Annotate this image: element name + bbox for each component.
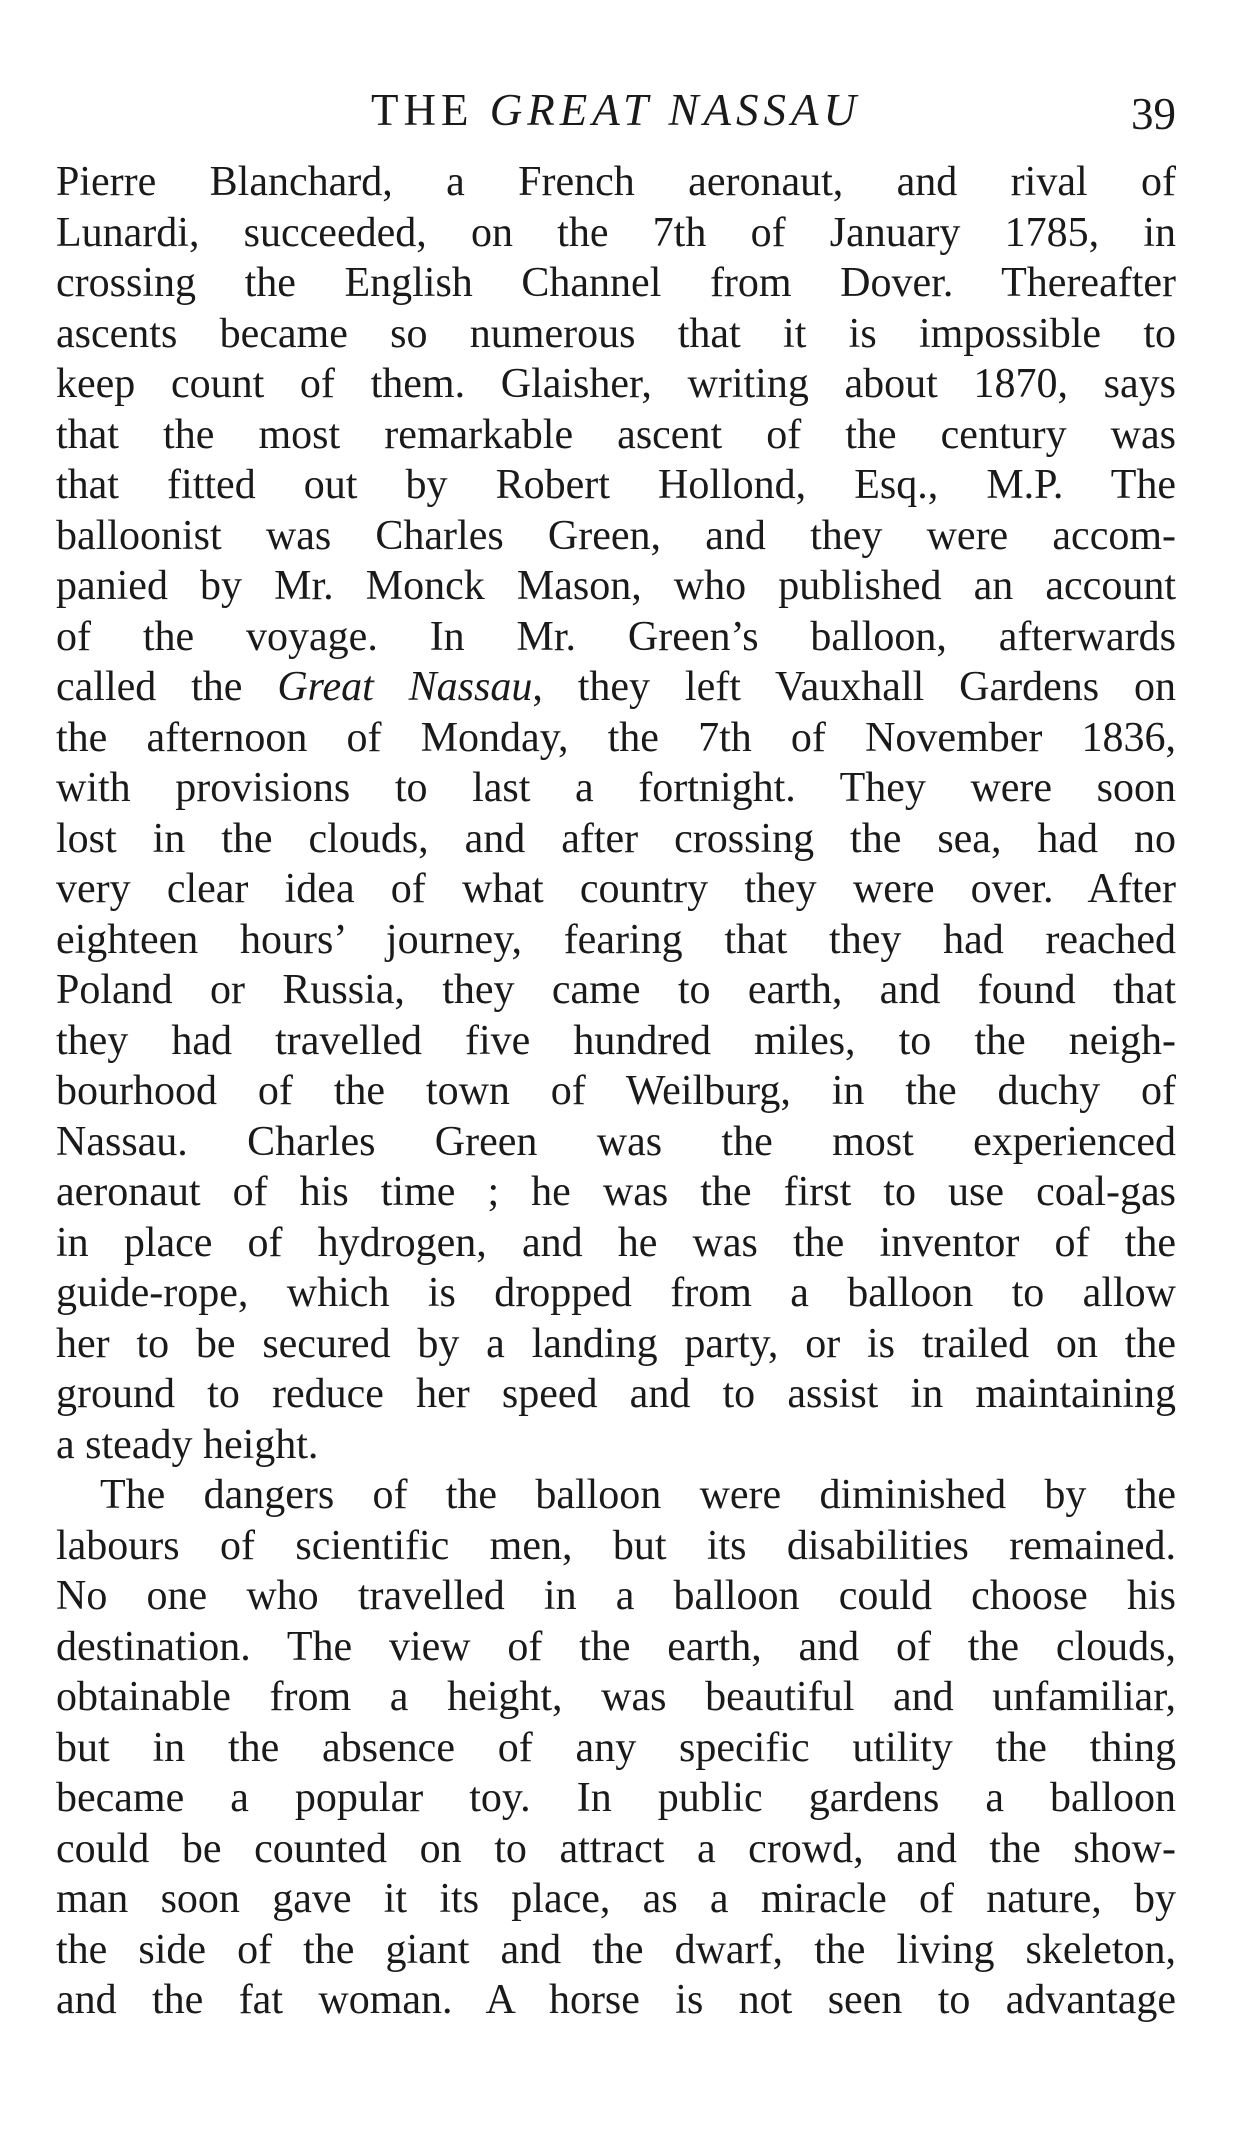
page-body [56, 157, 1176, 2026]
paragraph-1 [56, 157, 1176, 1470]
text-segment: , they left Vauxhall Gardens on [532, 664, 1176, 710]
text-line: bourhood of the town of Weilburg, in the duchy of [56, 1068, 1176, 1114]
italic-title-great-nassau: Great Nassau [277, 664, 533, 710]
text-line: guide-rope, which is dropped from a balloon to allow [56, 1270, 1176, 1316]
page-number: 39 [1131, 89, 1176, 139]
paragraph-2 [56, 1470, 1176, 2026]
text-line: Nassau. Charles Green was the most experienced [56, 1118, 1176, 1165]
text-line: ascents became so numerous that it is impossible to [56, 310, 1176, 357]
text-line: crossing the English Channel from Dover. Thereafter [56, 260, 1176, 306]
text-line: labours of scientific men, but its disabilities remained. [56, 1522, 1176, 1569]
running-title-plain: THE [371, 85, 490, 135]
running-title-italic: GREAT NASSAU [489, 85, 861, 135]
text-line: became a popular toy. In public gardens a balloon [56, 1775, 1176, 1821]
text-line: the afternoon of Monday, the 7th of November 1836, [56, 714, 1176, 761]
text-line [56, 662, 1176, 713]
text-line: ground to reduce her speed and to assist in maintaining [56, 1371, 1176, 1417]
text-line: and the fat woman. A horse is not seen to advantage [56, 1977, 1176, 2023]
text-line: destination. The view of the earth, and of the clouds, [56, 1623, 1176, 1670]
text-line: a steady height. [56, 1421, 319, 1468]
text-line: Pierre Blanchard, a French aeronaut, and rival of [56, 159, 1176, 205]
text-line: that the most remarkable ascent of the century was [56, 411, 1176, 458]
text-line: panied by Mr. Monck Mason, who published an account [56, 563, 1176, 609]
text-line: they had travelled five hundred miles, to the neigh- [56, 1017, 1176, 1064]
text-line: but in the absence of any specific utility the thing [56, 1724, 1176, 1771]
text-line: man soon gave it its place, as a miracle of nature, by [56, 1876, 1176, 1922]
text-line: of the voyage. In Mr. Green’s balloon, afterwards [56, 613, 1176, 660]
text-line: very clear idea of what country they were over. After [56, 866, 1176, 912]
text-line: that fitted out by Robert Hollond, Esq., M.P. The [56, 462, 1176, 508]
text-line: aeronaut of his time ; he was the first to use coal-gas [56, 1169, 1176, 1215]
text-line: eighteen hours’ journey, fearing that they had reached [56, 916, 1176, 963]
text-line: keep count of them. Glaisher, writing about 1870, says [56, 361, 1176, 407]
text-segment: called the [56, 664, 278, 710]
text-line: Poland or Russia, they came to earth, and found that [56, 967, 1176, 1013]
running-title [56, 80, 1176, 140]
text-line: No one who travelled in a balloon could choose his [56, 1573, 1176, 1619]
text-line: her to be secured by a landing party, or is trailed on the [56, 1320, 1176, 1367]
text-line: in place of hydrogen, and he was the inventor of the [56, 1219, 1176, 1266]
running-header [56, 80, 1176, 140]
text-line: balloonist was Charles Green, and they were accom- [56, 512, 1176, 559]
text-line: lost in the clouds, and after crossing the sea, had no [56, 815, 1176, 862]
text-line: The dangers of the balloon were diminished by the [100, 1472, 1176, 1518]
text-line: obtainable from a height, was beautiful and unfamiliar, [56, 1674, 1176, 1720]
text-line: could be counted on to attract a crowd, and the show- [56, 1825, 1176, 1872]
text-line: the side of the giant and the dwarf, the living skeleton, [56, 1926, 1176, 1973]
text-line: with provisions to last a fortnight. They were soon [56, 765, 1176, 811]
text-line: Lunardi, succeeded, on the 7th of January 1785, in [56, 209, 1176, 256]
